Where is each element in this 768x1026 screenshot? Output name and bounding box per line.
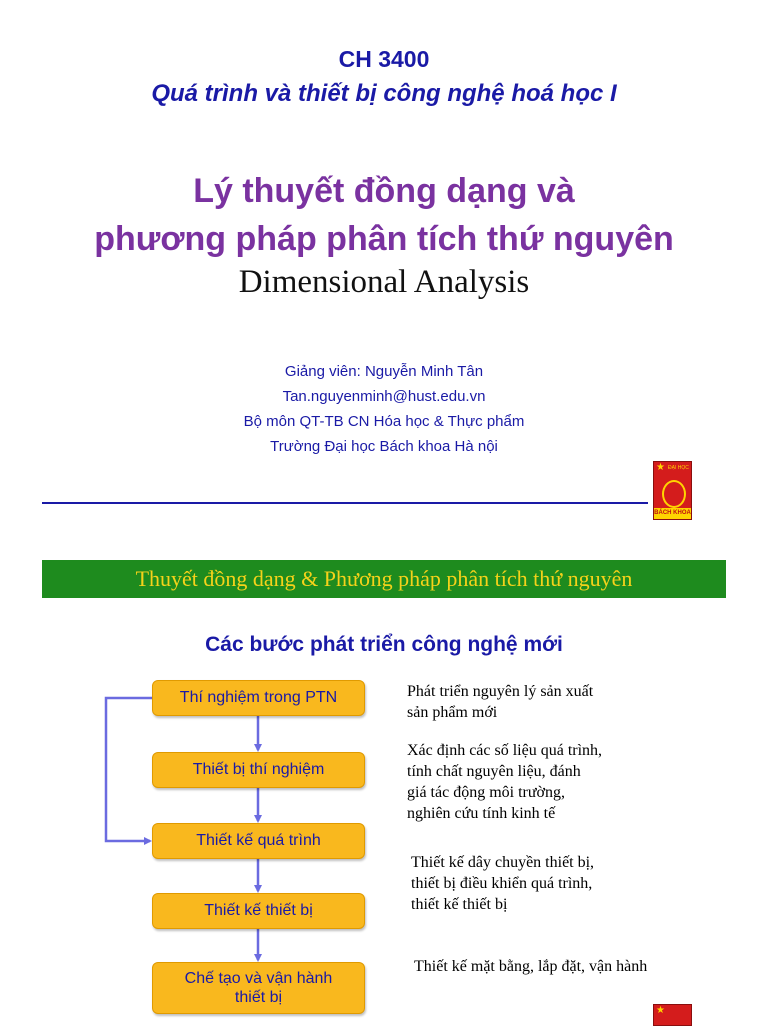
description-line: giá tác động môi trường, (407, 784, 565, 801)
step-manufacture-operation (152, 962, 365, 1014)
lecture-subtitle: Dimensional Analysis (238, 264, 530, 300)
step-5-line1: Chế tạo và vận hành (184, 970, 333, 987)
step-lab-experiment: Thí nghiệm trong PTN (152, 680, 365, 716)
step-test-equipment: Thiết bị thí nghiệm (152, 752, 365, 788)
logo-star-icon: ★ (656, 462, 665, 473)
description-2 (407, 740, 602, 824)
logo-band-text: BÁCH KHOA (654, 508, 691, 519)
section-heading: Các bước phát triển công nghệ mới (205, 633, 563, 656)
logo-top-text: ĐẠI HỌC (668, 465, 689, 471)
lecturer-name: Giảng viên: Nguyễn Minh Tân (284, 363, 484, 380)
step-5-line2: thiết bị (234, 989, 283, 1006)
university-logo-bottom-icon (653, 1004, 692, 1026)
course-code: CH 3400 (338, 46, 430, 72)
description-line: Phát triển nguyên lý sản xuất (407, 683, 594, 700)
feedback-loop-arrow (106, 698, 152, 841)
description-line: nghiên cứu tính kinh tế (407, 805, 556, 822)
logo-star-icon: ★ (656, 1005, 665, 1016)
description-4 (414, 956, 647, 977)
description-line: tính chất nguyên liệu, đánh (407, 763, 581, 780)
description-line: Xác định các số liệu quá trình, (407, 742, 603, 759)
lecturer-email: Tan.nguyenminh@hust.edu.vn (282, 388, 486, 405)
lecturer-department: Bộ môn QT-TB CN Hóa học & Thực phẩm (243, 413, 525, 430)
step-equipment-design: Thiết kế thiết bị (152, 893, 365, 929)
section-banner: Thuyết đồng dạng & Phương pháp phân tích thứ nguyên (42, 560, 726, 598)
step-process-design: Thiết kế quá trình (152, 823, 365, 859)
lecture-title-line1: Lý thuyết đồng dạng và (193, 172, 575, 210)
description-1 (407, 681, 593, 723)
lecturer-university: Trường Đại học Bách khoa Hà nội (270, 438, 498, 455)
description-line: thiết bị điều khiển quá trình, (411, 875, 593, 892)
description-3 (411, 852, 594, 915)
lecture-title-line2: phương pháp phân tích thứ nguyên (94, 220, 674, 258)
description-line: thiết kế thiết bị (411, 896, 508, 913)
description-line: sản phẩm mới (407, 704, 498, 721)
course-title: Quá trình và thiết bị công nghệ hoá học I (151, 80, 617, 107)
description-line: Thiết kế mặt bằng, lắp đặt, vận hành (414, 958, 648, 975)
description-line: Thiết kế dây chuyền thiết bị, (411, 854, 595, 871)
